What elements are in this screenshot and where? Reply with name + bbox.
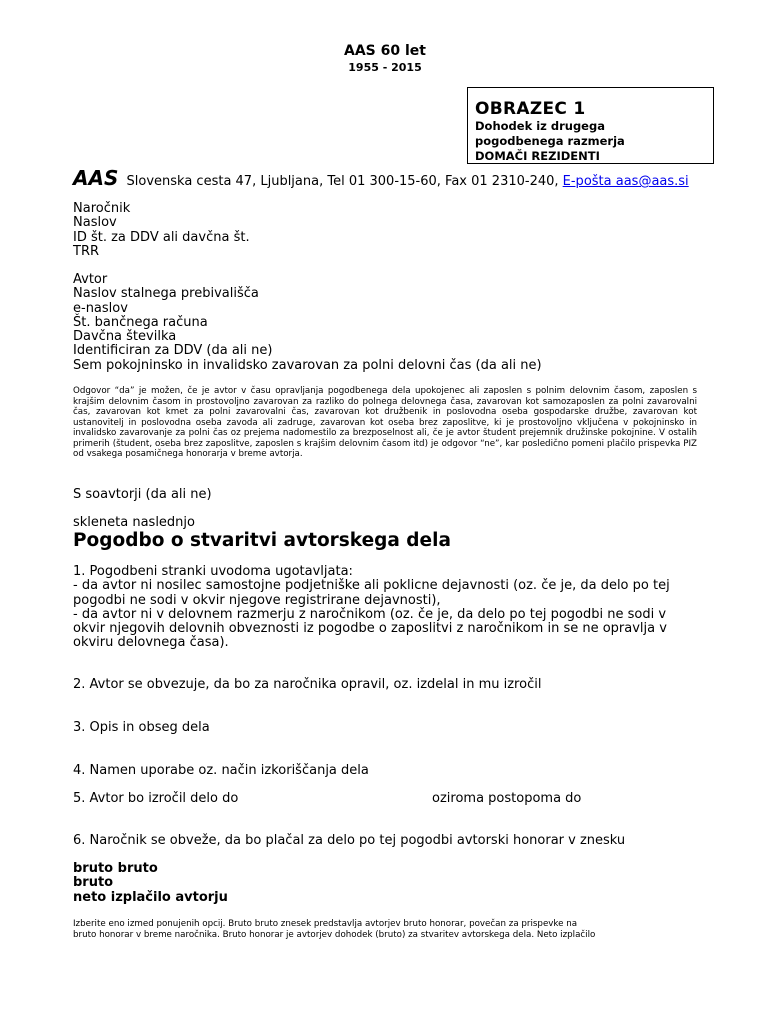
section-2: 2. Avtor se obvezuje, da bo za naročnika opravil, oz. izdelal in mu izročil [73, 677, 542, 692]
section-1 [73, 565, 693, 651]
concluded-text: skleneta naslednjo [73, 515, 195, 530]
fee-option: bruto [73, 875, 114, 891]
page-title: AAS 60 let [344, 43, 426, 59]
organization-address: Slovenska cesta 47, Ljubljana, Tel 01 300-15-60, Fax 01 2310-240, [122, 174, 563, 189]
section-3: 3. Opis in obseg dela [73, 720, 210, 735]
client-field: Naročnik [73, 201, 131, 216]
section-1-line: - da avtor ni v delovnem razmerju z naročnikom (oz. če je, da delo po tej pogodbi ne sodi v [73, 606, 667, 622]
form-info-box [467, 87, 714, 164]
form-line-1: Dohodek iz drugega [475, 119, 605, 133]
fee-option: bruto bruto [73, 861, 158, 876]
section-1-line: - da avtor ni nosilec samostojne podjetniške ali poklicne dejavnosti (oz. če je, da delo po tej [73, 578, 670, 594]
author-field: Sem pokojninsko in invalidsko zavarovan za polni delovni čas (da ali ne) [73, 357, 542, 373]
client-field: Naslov [73, 215, 117, 231]
organization-line [73, 166, 689, 190]
author-field: Avtor [73, 272, 108, 287]
section-1-line: 1. Pogodbeni stranki uvodoma ugotavljata: [73, 564, 353, 579]
form-line-2: pogodbenega razmerja [475, 134, 625, 148]
form-line-3: DOMAČI REZIDENTI [475, 149, 600, 163]
fee-explanation-line: Izberite eno izmed ponujenih opcij. Bruto bruto znesek predstavlja avtorjev bruto honorar, povečan za prispevke na [73, 919, 578, 929]
section-5-deadline: 5. Avtor bo izročil delo do [73, 791, 239, 806]
page-subtitle-years: 1955 - 2015 [348, 61, 422, 74]
section-1-line: pogodbi ne sodi v okvir njegove registrirane dejavnosti), [73, 592, 441, 608]
fee-explanation-line: bruto honorar v breme naročnika. Bruto honorar je avtorjev dohodek (bruto) za stvaritev avtorskega dela. Neto izplačilo [73, 929, 596, 940]
contract-title: Pogodbo o stvaritvi avtorskega dela [73, 530, 451, 551]
author-fields [73, 273, 542, 373]
email-link[interactable]: E-pošta aas@aas.si [562, 174, 689, 189]
section-1-line: okviru delovnega časa). [73, 635, 229, 651]
section-5-gradual: oziroma postopoma do [432, 791, 582, 806]
fee-options [73, 862, 228, 905]
client-field: ID št. za DDV ali davčna št. [73, 229, 250, 245]
insurance-note: Odgovor “da” je možen, če je avtor v času opravljanja pogodbenega dela upokojenec ali zaposlen s polnim delovnim časom, zaposlen s krajšim delovnim časom in prostovoljno zavarovan za razliko do polnega delovnega časa, zavarovan kot samozaposlen za polni zavarovalni čas, zavarovan kot kmet za polni zavarovalni čas, zavarovan kot družbenik in poslovodna oseba gospodarske družbe, zavarovan kot ustanovitelj in poslovodna oseba zavoda ali zadruge, zavarovan kot oseba brez zaposlitve, ki je prostovoljno vključena v pokojninsko in invalidsko zavarovanje za polni čas oz prejema nadomestilo za brezposelnost ali, če je avtor študent prejemnik družinske pokojnine. V ostalih primerih (študent, oseba brez zaposlitve, zaposlen s krajšim delovnim časom itd) je odgovor “ne”, kar posledično pomeni plačilo prispevka PIZ od vsakega posamičnega honorarja v breme avtorja. [73, 386, 697, 459]
author-field: e-naslov [73, 300, 128, 316]
author-field: Davčna številka [73, 329, 177, 345]
fee-explanation [73, 919, 697, 940]
client-fields [73, 202, 250, 259]
section-4: 4. Namen uporabe oz. način izkoriščanja dela [73, 763, 369, 778]
fee-option: neto izplačilo avtorju [73, 889, 228, 905]
author-field: Št. bančnega računa [73, 314, 208, 330]
section-1-line: okvir njegovih delovnih obveznosti iz pogodbe o zaposlitvi z naročnikom in se ne opravlja v [73, 621, 667, 637]
section-6: 6. Naročnik se obveže, da bo plačal za delo po tej pogodbi avtorski honorar v znesku [73, 833, 626, 848]
aas-logo: AAS [73, 166, 119, 190]
client-field: TRR [73, 243, 100, 259]
coauthors-field: S soavtorji (da ali ne) [73, 487, 212, 502]
form-title: OBRAZEC 1 [475, 99, 586, 119]
author-field: Identificiran za DDV (da ali ne) [73, 343, 273, 359]
author-field: Naslov stalnega prebivališča [73, 286, 259, 302]
